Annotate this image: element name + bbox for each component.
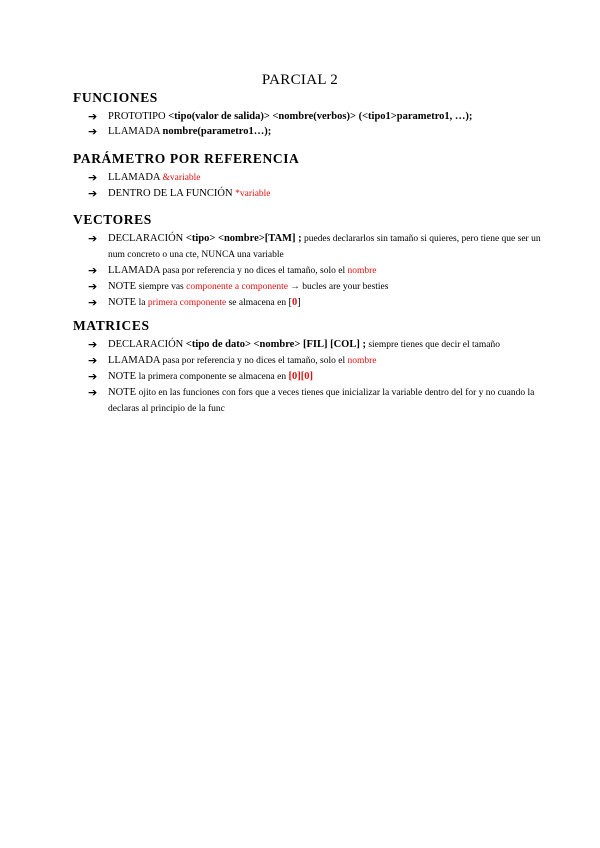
section-parametro-referencia: [73, 151, 543, 202]
list-item: ➔ LLAMADA &variable: [88, 171, 201, 184]
section-heading: FUNCIONES: [73, 90, 158, 105]
bullet-list: [73, 231, 543, 311]
section-heading: MATRICES: [73, 318, 150, 333]
section-matrices: [73, 318, 543, 417]
list-item: ➔ LLAMADA pasa por referencia y no dices el tamaño, solo el nombre: [88, 354, 377, 367]
arrow-right-icon: ➔: [88, 110, 98, 123]
section-funciones: [73, 90, 543, 139]
arrow-right-icon: ➔: [88, 338, 98, 351]
arrow-right-icon: ➔: [88, 370, 98, 383]
arrow-right-icon: ➔: [88, 296, 98, 309]
bullet-list: [73, 109, 543, 139]
list-item: ➔ DECLARACIÓN <tipo> <nombre>[TAM] ; puedes declararlos sin tamaño si quieres, pero tiene que ser un num concreto o una cte, NUNCA una variable: [88, 232, 541, 260]
bullet-list: [73, 170, 543, 202]
list-item: ➔ NOTE ojito en las funciones con fors que a veces tienes que inicializar la variable dentro del for y no cuando la declaras al principio de la func: [88, 386, 535, 414]
arrow-right-icon: ➔: [88, 171, 98, 184]
arrow-right-icon: ➔: [88, 125, 98, 138]
list-item: ➔ NOTE siempre vas componente a componente → bucles are your besties: [88, 280, 389, 293]
list-item: ➔ NOTE la primera componente se almacena en [0]: [88, 296, 301, 309]
list-item: ➔ DECLARACIÓN <tipo de dato> <nombre> [FIL] [COL] ; siempre tienes que decir el tamaño: [88, 338, 500, 351]
section-heading: VECTORES: [73, 212, 152, 227]
list-item: ➔ NOTE la primera componente se almacena en [0][0]: [88, 370, 313, 383]
arrow-right-icon: ➔: [88, 280, 98, 293]
list-item: ➔ LLAMADA pasa por referencia y no dices el tamaño, solo el nombre: [88, 264, 377, 277]
arrow-right-icon: ➔: [88, 386, 98, 399]
section-vectores: [73, 212, 543, 311]
arrow-right-icon: ➔: [88, 264, 98, 277]
bullet-list: [73, 337, 543, 417]
list-item: ➔ PROTOTIPO <tipo(valor de salida)> <nombre(verbos)> (<tipo1>parametro1, …);: [88, 110, 473, 123]
arrow-right-icon: ➔: [88, 232, 98, 245]
page-title: PARCIAL 2: [261, 72, 339, 88]
arrow-right-icon: ➔: [88, 354, 98, 367]
arrow-right-icon: ➔: [88, 187, 98, 200]
list-item: ➔ DENTRO DE LA FUNCIÓN *variable: [88, 187, 271, 200]
list-item: ➔ LLAMADA nombre(parametro1…);: [88, 125, 272, 138]
section-heading: PARÁMETRO POR REFERENCIA: [73, 151, 300, 166]
